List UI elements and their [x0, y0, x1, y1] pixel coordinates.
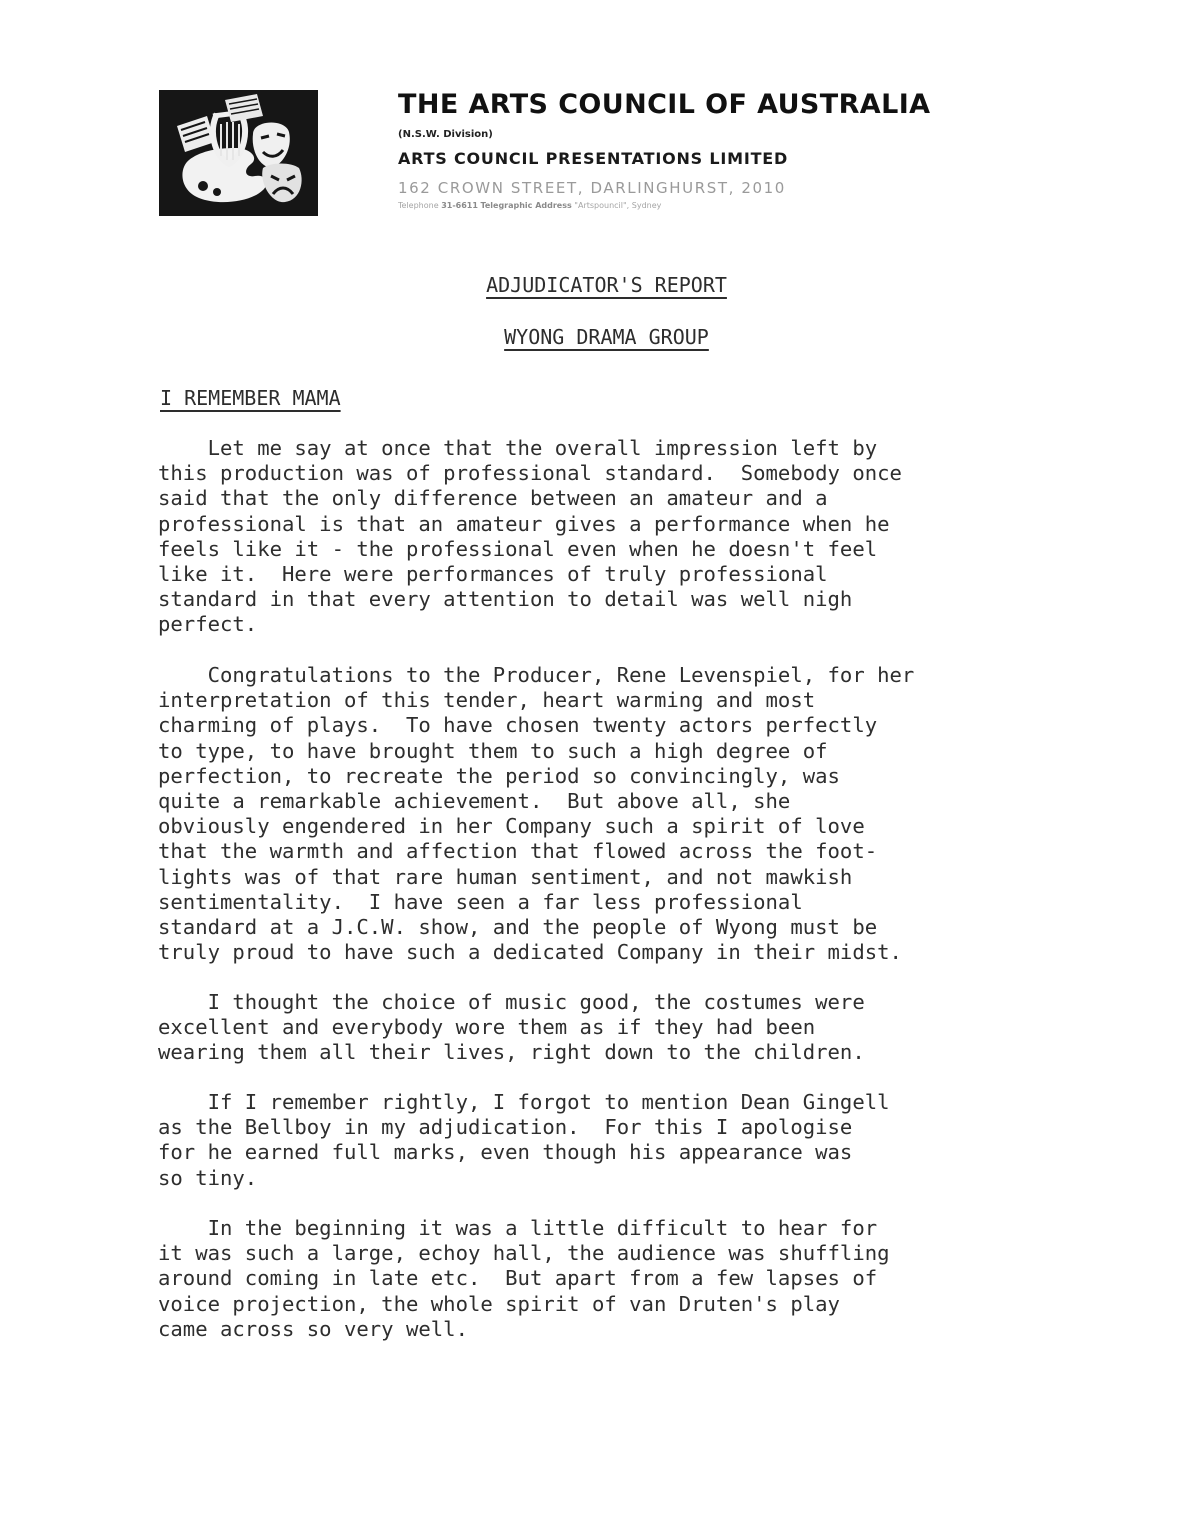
play-title: I REMEMBER MAMA: [160, 386, 341, 410]
organization-name: THE ARTS COUNCIL OF AUSTRALIA: [398, 89, 931, 120]
telephone-label: Telephone: [398, 201, 439, 210]
emblem-artwork: [159, 90, 318, 216]
group-name-text: WYONG DRAMA GROUP: [504, 325, 709, 349]
telephone-number: 31-6611: [441, 201, 478, 210]
letterhead: [398, 88, 1098, 212]
division-label: (N.S.W. Division): [398, 129, 493, 140]
arts-council-emblem-icon: [159, 90, 318, 216]
body-paragraph: Congratulations to the Producer, Rene Levenspiel, for her interpretation of this tender, heart warming and most charming of plays. To have chosen twenty actors perfectly to type, to have brought them to such a high degree of perfection, to recreate the period so convincingly, was quite a remarkable achievement. But above all, she obviously engendered in her Company such a spirit of love that the warmth and affection that flowed across the foot- lights was of that rare human sentiment, and not mawkish sentimentality. I have seen a far less professional standard at a J.C.W. show, and the people of Wyong must be truly proud to have such a dedicated Company in their midst.: [158, 663, 915, 965]
body-paragraph: Let me say at once that the overall impression left by this production was of professional standard. Somebody once said that the only difference between an amateur and a professional is that an amateur gives a performance when he feels like it - the professional even when he doesn't feel like it. Here were performances of truly professional standard in that every attention to detail was well nigh perfect.: [158, 436, 902, 637]
body-paragraph: If I remember rightly, I forgot to mention Dean Gingell as the Bellboy in my adjudication. For this I apologise for he earned full marks, even though his appearance was so tiny.: [158, 1090, 890, 1190]
contact-line: [398, 200, 1098, 212]
report-title-text: ADJUDICATOR'S REPORT: [486, 273, 727, 297]
company-name: ARTS COUNCIL PRESENTATIONS LIMITED: [398, 149, 789, 168]
body-paragraph: In the beginning it was a little difficult to hear for it was such a large, echoy hall, the audience was shuffling around coming in late etc. But apart from a few lapses of voice projection, the whole spirit of van Druten's play came across so very well.: [158, 1216, 890, 1341]
group-name: [0, 325, 1201, 349]
report-title: [0, 273, 1201, 297]
body-paragraph: I thought the choice of music good, the costumes were excellent and everybody wore them as if they had been wearing them all their lives, right down to the children.: [158, 990, 865, 1065]
street-address: 162 CROWN STREET, DARLINGHURST, 2010: [398, 179, 786, 197]
telegraphic-address: "Artspouncil", Sydney: [574, 201, 662, 210]
telegraphic-label: Telegraphic Address: [480, 201, 572, 210]
